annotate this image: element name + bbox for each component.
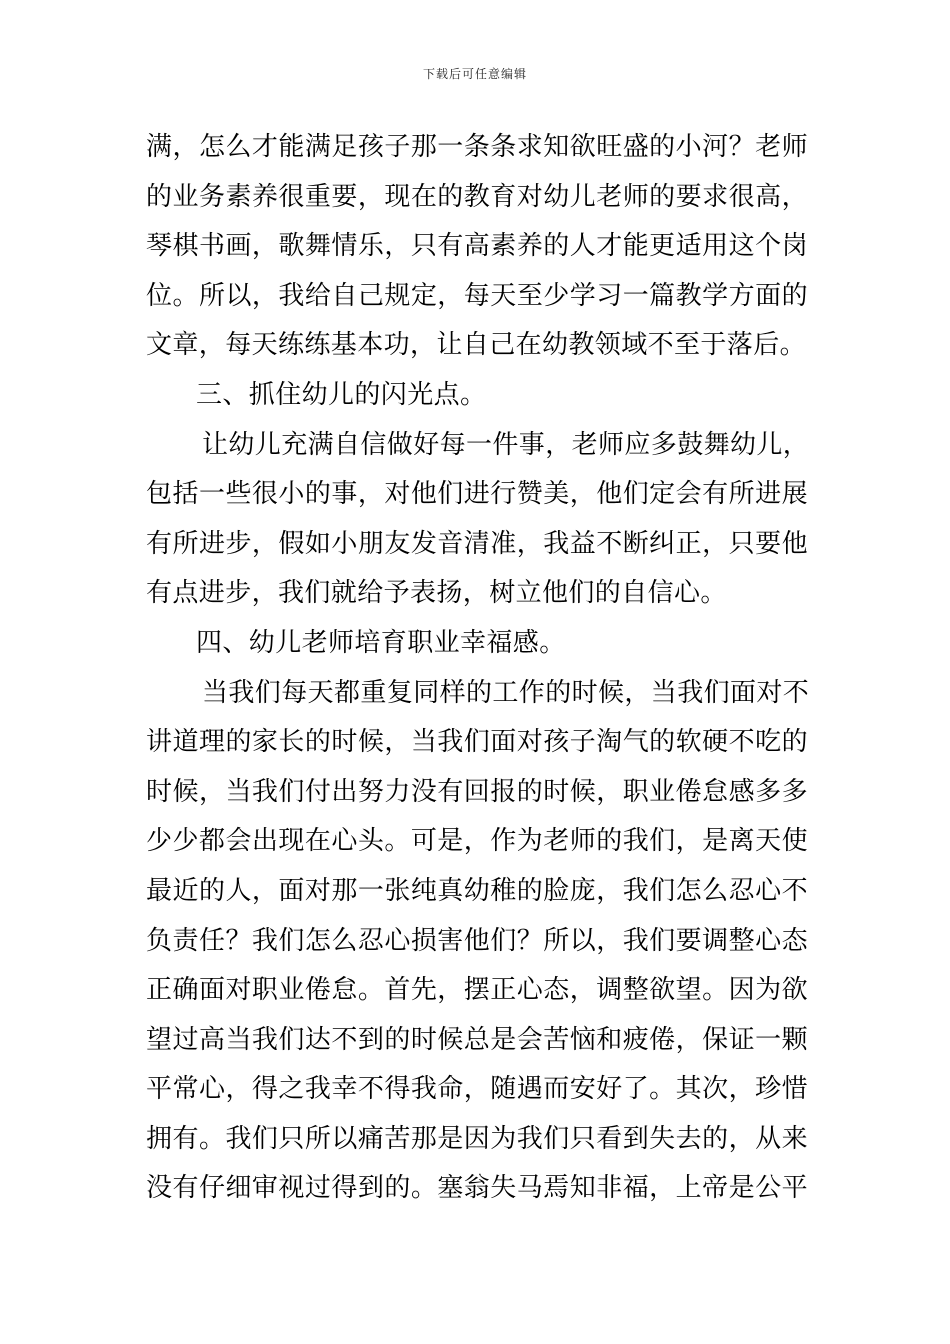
body-line: 的业务素养很重要，现在的教育对幼儿老师的要求很高，: [146, 181, 808, 212]
section-heading: 三、抓住幼儿的闪光点。: [196, 379, 487, 410]
body-line: 负责任？我们怎么忍心损害他们？所以，我们要调整心态: [146, 925, 808, 956]
body-line: 琴棋书画，歌舞情乐，只有高素养的人才能更适用这个岗: [146, 231, 808, 262]
body-line: 讲道理的家长的时候，当我们面对孩子淘气的软硬不吃的: [146, 727, 808, 758]
section-heading: 四、幼儿老师培育职业幸福感。: [196, 627, 566, 658]
body-line: 满，怎么才能满足孩子那一条条求知欲旺盛的小河？老师: [146, 132, 808, 162]
body-line: 少少都会出现在心头。可是，作为老师的我们，是离天使: [146, 826, 808, 857]
body-line: 没有仔细审视过得到的。塞翁失马焉知非福，上帝是公平: [146, 1173, 808, 1204]
body-line: 有点进步，我们就给予表扬，树立他们的自信心。: [146, 578, 727, 609]
body-line: 当我们每天都重复同样的工作的时候，当我们面对不: [202, 677, 810, 708]
body-line: 平常心，得之我幸不得我命，随遇而安好了。其次，珍惜: [146, 1074, 808, 1105]
body-line: 位。所以，我给自己规定，每天至少学习一篇教学方面的: [146, 280, 808, 311]
body-line: 望过高当我们达不到的时候总是会苦恼和疲倦，保证一颗: [146, 1024, 808, 1055]
body-line: 时候，当我们付出努力没有回报的时候，职业倦怠感多多: [146, 776, 808, 807]
body-line: 包括一些很小的事，对他们进行赞美，他们定会有所进展: [146, 479, 808, 510]
body-line: 文章，每天练练基本功，让自己在幼教领域不至于落后。: [146, 330, 807, 361]
document-body: [146, 123, 808, 1214]
body-line: 正确面对职业倦怠。首先，摆正心态，调整欲望。因为欲: [146, 975, 808, 1006]
body-line: 最近的人，面对那一张纯真幼稚的脸庞，我们怎么忍心不: [146, 875, 808, 906]
body-line: 拥有。我们只所以痛苦那是因为我们只看到失去的，从来: [146, 1123, 808, 1154]
page-header: 下载后可任意编辑: [422, 67, 527, 81]
body-line: 有所进步，假如小朋友发音清准，我益不断纠正，只要他: [146, 528, 808, 559]
body-line: 让幼儿充满自信做好每一件事，老师应多鼓舞幼儿，: [202, 429, 810, 460]
